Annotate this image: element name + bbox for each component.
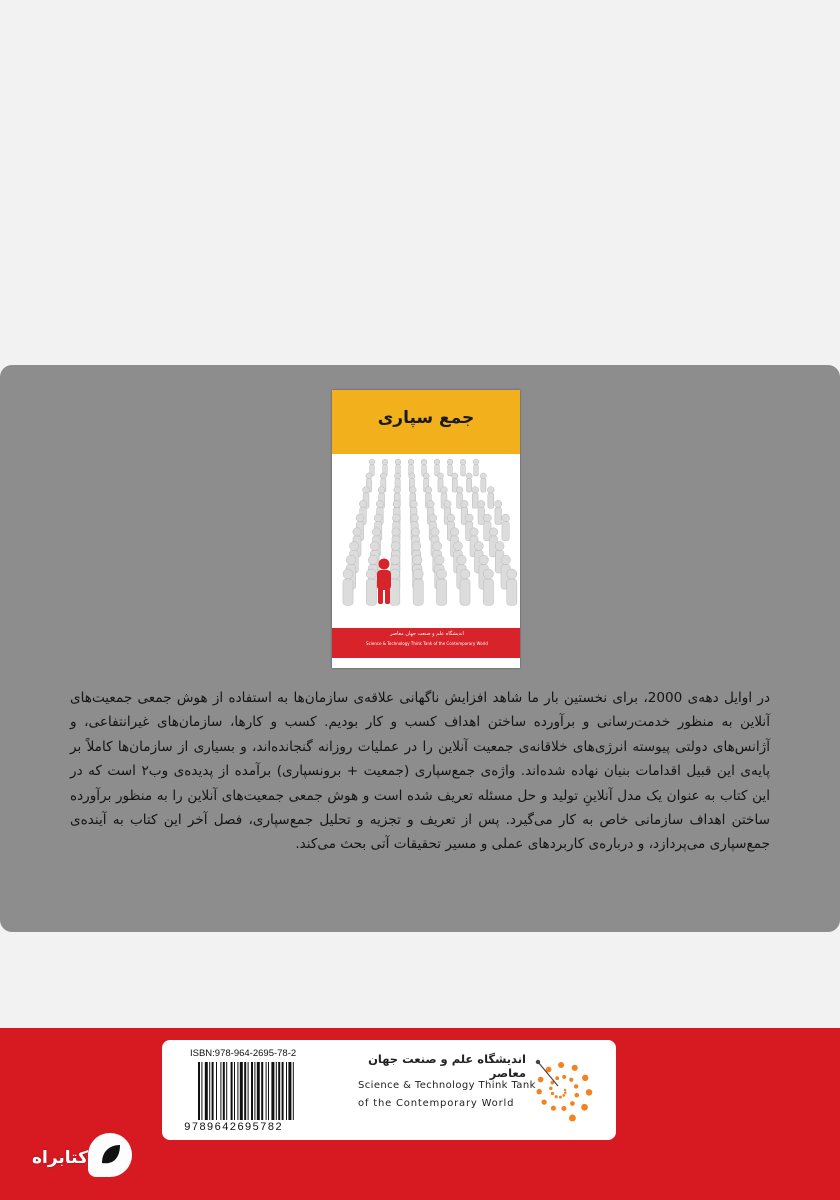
front-cover-thumbnail	[332, 390, 520, 668]
cover-publisher-fa: اندیشگاه علم و صنعت جهان معاصر	[390, 631, 464, 637]
blank-top-area	[0, 0, 840, 365]
crowd-figures-illustration	[332, 454, 520, 624]
watermark-text: کتابراه	[31, 1148, 88, 1168]
book-description: در اوایل دهه‌ی 2000، برای نخستین بار ما شاهد افزایش ناگهانی علاقه‌ی سازمان‌ها به استفاده از هوش جمعی جمعیت‌های آنلاین به منظور خدمت‌رسانی و برآورده ساختن اهداف کسب و کار بودیم. کسب و کارها، سازمان‌های غیرانتفاعی، و آژانس‌های دولتی پیوسته انرژی‌های خلاقانه‌ی جمعیت آنلاین را در عملیات روزانه گنجانده‌اند، و بسیاری از سازمان‌ها کاملاً بر پایه‌ی این قبیل اقدامات بنیان نهاده شده‌اند. واژه‌ی جمع‌سپاری (جمعیت + برونسپاری) برآمده از پدیده‌ی وب۲ است که در این کتاب به عنوان یک مدل آنلاینِ تولید و حل مسئله تعریف شده است و هوش جمعی جمعیت‌های آنلاین را به منظور برآورده ساختن اهداف سازمانی خاص به کار می‌گیرد. پس از تعریف و تجزیه و تحلیل جمع‌سپاری، فصل آخر این کتاب به آینده‌ی جمع‌سپاری می‌پردازد، و درباره‌ی کاربردهای عملی و مسیر تحقیقات آتی بحث می‌کند.	[70, 690, 771, 853]
book-leaf-icon	[88, 1133, 132, 1177]
cover-publisher-en: Science & Technology Think Tank of the Contemporary World	[366, 641, 488, 646]
publisher-name-en-line1: Science & Technology Think Tank	[358, 1080, 536, 1091]
cover-title-band	[332, 390, 520, 454]
red-leader-figure	[377, 559, 391, 605]
isbn-label: ISBN:978-964-2695-78-2	[190, 1048, 297, 1059]
barcode-digits: 9789642695782	[184, 1122, 283, 1134]
publisher-name-en-line2: of the Contemporary World	[358, 1098, 515, 1109]
isbn-barcode	[196, 1062, 320, 1120]
spiral-dots-logo-icon	[528, 1054, 594, 1122]
cover-title: جمع سپاری	[377, 408, 475, 428]
cover-publisher-strip	[332, 628, 520, 658]
publisher-name-fa: اندیشگاه علم و صنعت جهان معاصر	[368, 1052, 526, 1080]
